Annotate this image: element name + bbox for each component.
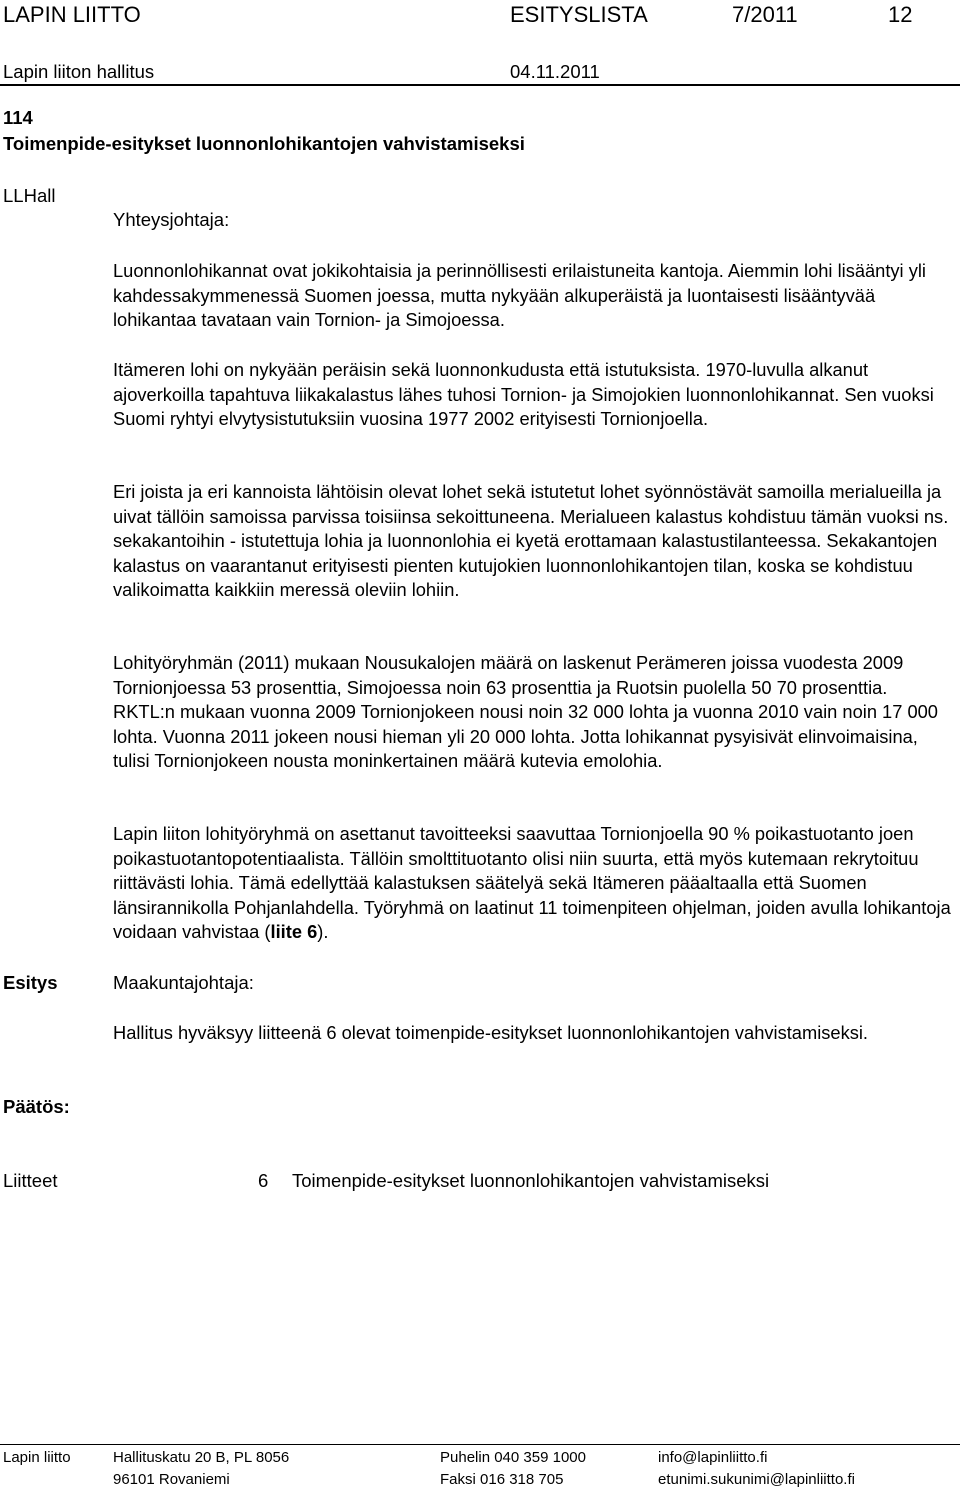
header-rule: [0, 84, 960, 86]
paragraph-text: [113, 822, 953, 945]
preparer-code: LLHall: [3, 185, 56, 206]
attachment-title: Toimenpide-esitykset luonnonlohikantojen vahvistamiseksi: [292, 1170, 770, 1191]
paragraph-main: Lapin liiton lohityöryhmä on asettanut tavoitteeksi saavuttaa Tornionjoella 90 % poikastuotanto joen poikastuotantopotentiaalista. Tällöin smolttituotanto olisi niin suurta, että myös kutemaan rekrytoituu riittävästi lohia. Tämä edellyttää kalastuksen säätelyä sekä Itämeren pääaltaalla että Suomen länsirannikolla Pohjanlahdella. Työryhmä on laatinut 11 toimenpiteen ohjelman, joiden avulla lohikantoja voidaan vahvistaa (: [113, 823, 951, 943]
footer-phone: Puhelin 040 359 1000: [440, 1449, 586, 1466]
paragraph-text: Luonnonlohikannat ovat jokikohtaisia ja perinnöllisesti erilaistuneita kantoja. Aiemmin lohi lisääntyi yli kahdessakymmenessä Suomen joessa, mutta nykyään alkuperäistä ja luontaisesti lisääntyvää lohikantaa tavataan vain Tornion- ja Simojoessa.: [113, 260, 926, 331]
footer-email-person: etunimi.sukunimi@lapinliitto.fi: [658, 1471, 855, 1488]
footer-fax: Faksi 016 318 705: [440, 1471, 564, 1488]
header-number: 7/2011: [732, 2, 798, 27]
footer-email-info: info@lapinliitto.fi: [658, 1449, 768, 1466]
header-org: LAPIN LIITTO: [3, 2, 141, 27]
paragraph-text: Lohityöryhmän (2011) mukaan Nousukalojen määrä on laskenut Perämeren joissa vuodesta 2009 Tornionjoessa 53 prosenttia, Simojoessa noin 63 prosenttia ja Ruotsin puolella 50 70 prosenttia. RKTL:n mukaan vuonna 2009 Tornionjokeen nousi noin 32 000 lohta ja vuonna 2010 vain noin 17 000 lohta. Vuonna 2011 jokeen nousi hieman yli 20 000 lohta. Jotta lohikannat pysyisivät elinvoimaisina, tulisi Tornionjokeen nousta moninkertainen määrä kutevia emolohia.: [113, 652, 938, 772]
paragraph-text: Hallitus hyväksyy liitteenä 6 olevat toimenpide-esitykset luonnonlohikantojen vahvistamiseksi.: [113, 1022, 868, 1043]
decision-label: Päätös:: [3, 1096, 70, 1117]
contact-label: Yhteysjohtaja:: [113, 209, 230, 230]
footer-rule: [0, 1444, 960, 1445]
header-doc-type: ESITYSLISTA: [510, 2, 648, 27]
paragraph-5: [113, 822, 953, 945]
attachments-label: Liitteet: [3, 1170, 58, 1191]
paragraph-1: [113, 259, 953, 333]
header-page: 12: [888, 2, 913, 27]
paragraph-text: Eri joista ja eri kannoista lähtöisin olevat lohet sekä istutetut lohet syönnöstävät samoilla merialueilla ja uivat tällöin samoissa parvissa toisiinsa sekoittuneena. Merialueen kalastus kohdistuu tämän vuoksi ns. sekakantoihin - istutettuja lohia ja luonnonlohia ei kyetä erottamaan kalastustilanteessa. Sekakantojen kalastus on vaarantanut erityisesti pienten kutujokien luonnonlohikantojen tilan, koska se kohdistuu valikoimatta kaikkiin meressä oleviin lohiin.: [113, 481, 949, 601]
paragraph-text: Itämeren lohi on nykyään peräisin sekä luonnonkudusta että istutuksista. 1970-luvulla alkanut ajoverkoilla tapahtuva liikakalastus lähes tuhosi Tornion- ja Simojokien luonnonlohikannat. Sen vuoksi Suomi ryhtyi elvytysistutuksiin vuosina 1977 2002 erityisesti Tornionjoella.: [113, 359, 934, 430]
item-number: 114: [3, 107, 33, 128]
footer-city: 96101 Rovaniemi: [113, 1471, 230, 1488]
item-title: Toimenpide-esitykset luonnonlohikantojen vahvistamiseksi: [3, 133, 525, 154]
paragraph-2: [113, 358, 953, 432]
proposer-label: Maakuntajohtaja:: [113, 972, 254, 993]
header-date: 04.11.2011: [510, 61, 600, 82]
header-body: Lapin liiton hallitus: [3, 61, 155, 82]
paragraph-end: ).: [317, 921, 329, 943]
paragraph-4: [113, 651, 953, 774]
footer-street: Hallituskatu 20 B, PL 8056: [113, 1449, 290, 1466]
paragraph-3: [113, 480, 953, 603]
proposal-text: [113, 1021, 953, 1046]
footer-org: Lapin liitto: [3, 1449, 71, 1466]
attachment-number: 6: [258, 1170, 269, 1191]
attachment-reference: liite 6: [270, 921, 318, 943]
proposal-label: Esitys: [3, 972, 58, 993]
